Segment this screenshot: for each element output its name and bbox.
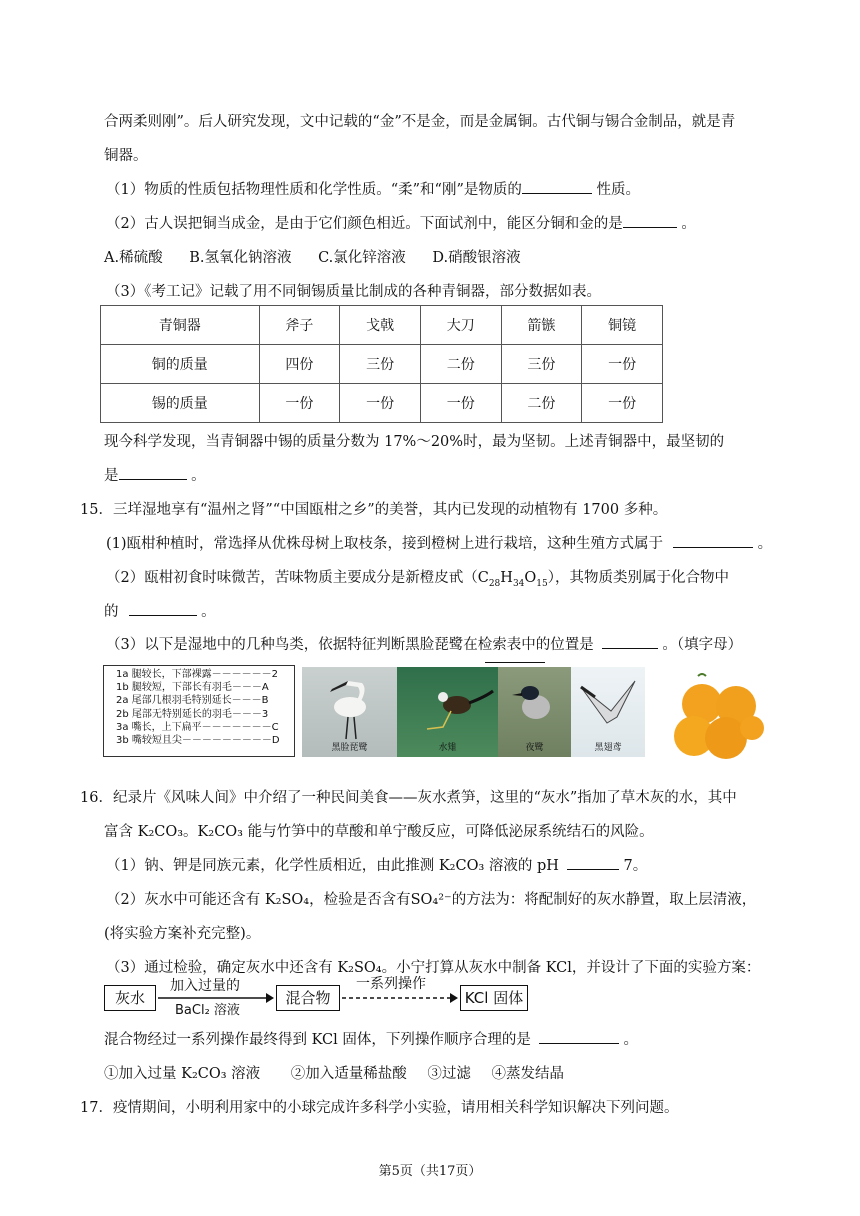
table-cell: 大刀 <box>420 306 501 345</box>
question-number: 15． <box>80 502 113 518</box>
table-cell: 箭镞 <box>501 306 582 345</box>
underline-mark <box>485 662 545 663</box>
arrow-right-icon <box>156 990 276 1006</box>
q14-part4-suffix: 。 <box>186 468 206 484</box>
option-d: D.硝酸银溶液 <box>432 250 521 266</box>
oranges-photo <box>668 668 764 762</box>
table-cell: 斧子 <box>259 306 340 345</box>
formula-part: O <box>524 570 537 586</box>
question-stem: 纪录片《风味人间》中介绍了一种民间美食——灰水煮笋，这里的“灰水”指加了草木灰的水，其中 <box>112 790 737 806</box>
table-cell: 三份 <box>340 345 421 384</box>
flow-box-ash-water: 灰水 <box>104 985 156 1011</box>
paragraph-line: 合两柔则刚”。后人研究发现，文中记载的“金”不是金，而是金属铜。古代铜与锡合金制品，就是青 <box>104 114 736 130</box>
q14-part2-text: （2）古人误把铜当成金，是由于它们颜色相近。下面试剂中，能区分铜和金的是 <box>106 216 623 232</box>
table-row <box>101 384 663 423</box>
subscript: 34 <box>512 578 525 589</box>
answer-blank[interactable] <box>567 855 619 870</box>
table-cell: 三份 <box>501 345 582 384</box>
q16-stem-line2: 富含 K₂CO₃。K₂CO₃ 能与竹笋中的草酸和单宁酸反应，可降低泌尿系统结石的风险。 <box>104 824 654 840</box>
table-cell: 戈戟 <box>340 306 421 345</box>
flow-arrow2-label: 一系列操作 <box>356 976 426 992</box>
q15-part2-text: （2）瓯柑初食时味微苦，苦味物质主要成分是新橙皮甙（C <box>106 570 489 586</box>
answer-blank[interactable] <box>602 634 658 649</box>
q16-part1 <box>106 854 647 875</box>
key-line: 2b 尾部无特别延长的羽毛－－－3 <box>116 708 269 720</box>
q15-part3-text: （3）以下是湿地中的几种鸟类，依据特征判断黑脸琵鹭在检索表中的位置是 <box>106 637 594 653</box>
table-cell: 一份 <box>340 384 421 423</box>
q15-part3-suffix: 。（填字母） <box>657 637 743 653</box>
q15-part1-text: (1)瓯柑种植时，常选择从优株母树上取枝条，接到橙树上进行栽培，这种生殖方式属于 <box>106 536 664 552</box>
bird-caption: 夜鹭 <box>525 743 544 753</box>
key-line: 3a 嘴长，上下扁平－－－－－－－C <box>116 721 279 733</box>
q16-part4 <box>104 1028 638 1049</box>
table-cell: 一份 <box>582 345 663 384</box>
key-line: 2a 尾部几根羽毛特别延长－－－B <box>116 695 269 707</box>
bird-photo-spoonbill <box>302 667 397 757</box>
option-b: B.氢氧化钠溶液 <box>189 250 292 266</box>
q16-part1-suffix: 7。 <box>618 858 648 874</box>
q14-part3: （3）《考工记》记载了用不同铜锡质量比制成的各种青铜器，部分数据如表。 <box>106 284 601 300</box>
bird-photo-night-heron <box>498 667 571 757</box>
option-a: A.稀硫酸 <box>104 250 163 266</box>
subscript: 15 <box>536 578 548 589</box>
operation-item: ④蒸发结晶 <box>491 1066 564 1082</box>
table-cell: 四份 <box>259 345 340 384</box>
table-cell: 一份 <box>259 384 340 423</box>
orange-fruit-icon <box>668 668 764 762</box>
q16-part4-suffix: 。 <box>618 1032 639 1048</box>
table-cell: 青铜器 <box>101 306 260 345</box>
q14-part1 <box>106 178 640 199</box>
answer-blank[interactable] <box>119 465 187 480</box>
key-line: 1a 腿较长，下部裸露－－－－－－2 <box>116 669 279 680</box>
arrow-right-icon <box>340 990 460 1006</box>
question-stem: 疫情期间，小明利用家中的小球完成许多科学小实验，请用相关科学知识解决下列问题。 <box>112 1100 679 1116</box>
answer-blank[interactable] <box>522 179 592 194</box>
flow-box-kcl-solid: KCl 固体 <box>460 985 528 1011</box>
q14-part1-suffix: 性质。 <box>591 182 640 198</box>
answer-blank[interactable] <box>129 601 197 616</box>
flow-box-mixture: 混合物 <box>276 985 340 1011</box>
bird-caption: 黑翅鸢 <box>594 743 622 753</box>
option-c: C.氯化锌溶液 <box>318 250 406 266</box>
question-number: 16． <box>80 790 113 806</box>
answer-blank[interactable] <box>539 1029 619 1044</box>
bronze-table <box>100 305 663 423</box>
q16-part3: （3）通过检验，确定灰水中还含有 K₂SO₄。小宁打算从灰水中制备 KCl，并设计了下面的实验方案： <box>106 960 761 976</box>
bird-caption: 黑脸琵鹭 <box>331 743 368 753</box>
q17-stem <box>80 1096 678 1117</box>
key-line: 1b 腿较短，下部长有羽毛－－－A <box>116 682 269 694</box>
q14-part1-text: （1）物质的性质包括物理性质和化学性质。“柔”和“刚”是物质的 <box>106 182 522 198</box>
flow-arrow1-label-top: 加入过量的 <box>170 978 240 994</box>
q16-stem <box>80 786 737 807</box>
operation-item: ①加入过量 K₂CO₃ 溶液 <box>104 1066 261 1082</box>
table-cell: 一份 <box>582 384 663 423</box>
question-number: 17． <box>80 1100 113 1116</box>
bird-caption: 水雉 <box>438 743 457 753</box>
q14-part4-line1: 现今科学发现，当青铜器中锡的质量分数为 17%～20%时，最为坚韧。上述青铜器中，最坚韧的 <box>104 434 725 450</box>
table-cell: 二份 <box>420 345 501 384</box>
q16-part4-text: 混合物经过一系列操作最终得到 KCl 固体，下列操作顺序合理的是 <box>104 1032 531 1048</box>
table-header-row <box>101 306 663 345</box>
q14-options <box>104 246 521 267</box>
table-cell: 一份 <box>420 384 501 423</box>
q15-stem <box>80 498 667 519</box>
q14-part4-line2 <box>104 464 206 485</box>
q15-part2-line2-suffix: 。 <box>196 604 216 620</box>
q15-part1 <box>106 532 772 553</box>
table-cell: 铜镜 <box>582 306 663 345</box>
bird-photo-kite <box>571 667 645 757</box>
table-cell: 铜的质量 <box>101 345 260 384</box>
table-cell: 二份 <box>501 384 582 423</box>
page-footer: 第5页（共17页） <box>378 1164 482 1179</box>
key-line: 3b 嘴较短且尖－－－－－－－－－D <box>116 735 280 747</box>
q16-part2-line1: （2）灰水中可能还含有 K₂SO₄，检验是否含有SO₄²⁻的方法为：将配制好的灰水静置，取上层清液， <box>106 892 757 908</box>
paragraph-line: 铜器。 <box>104 148 148 164</box>
q14-part4-prefix: 是 <box>104 468 119 484</box>
q15-part2-suffix: ），其物质类别属于化合物中 <box>547 570 729 586</box>
operation-item: ③过滤 <box>427 1066 471 1082</box>
q16-part2-line2: (将实验方案补充完整)。 <box>104 926 261 942</box>
q15-part2-prefix: 的 <box>104 604 119 620</box>
question-stem: 三垟湿地享有“温州之肾”“中国瓯柑之乡”的美誉，其内已发现的动植物有 1700 多种。 <box>112 502 668 518</box>
operation-item: ②加入适量稀盐酸 <box>290 1066 407 1082</box>
q15-part1-suffix: 。 <box>753 536 773 552</box>
formula-part: H <box>500 570 513 586</box>
q14-part2 <box>106 212 696 233</box>
flow-arrow1-label-bottom: BaCl₂ 溶液 <box>175 1003 240 1018</box>
q14-part2-suffix: 。 <box>676 216 696 232</box>
table-cell: 锡的质量 <box>101 384 260 423</box>
subscript: 28 <box>488 578 501 589</box>
q16-operations <box>104 1062 564 1083</box>
q15-part2-line2 <box>104 600 216 621</box>
answer-blank[interactable] <box>673 533 753 548</box>
q15-part2 <box>106 566 729 589</box>
bird-photo-jacana <box>397 667 498 757</box>
q15-part3 <box>106 633 742 654</box>
answer-blank[interactable] <box>623 213 677 228</box>
q16-part1-text: （1）钠、钾是同族元素，化学性质相近，由此推测 K₂CO₃ 溶液的 pH <box>106 858 559 874</box>
identification-key <box>103 665 295 757</box>
table-row <box>101 345 663 384</box>
